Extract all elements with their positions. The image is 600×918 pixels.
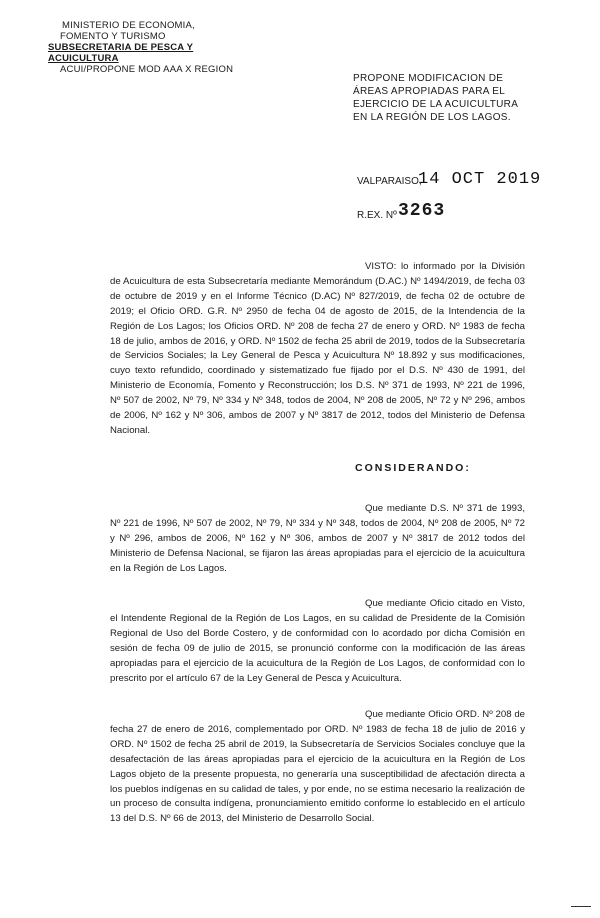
reference-subject: PROPONE MODIFICACION DE ÁREAS APROPIADAS PARA EL EJERCICIO DE LA ACUICULTURA EN LA REGIÓN DE LOS LAGOS. bbox=[353, 73, 518, 123]
date-stamp: 14 OCT 2019 bbox=[418, 170, 542, 189]
rex-label: R.EX. Nº bbox=[357, 210, 397, 221]
rex-number: 3263 bbox=[398, 201, 446, 221]
place-label: VALPARAISO, bbox=[357, 176, 422, 187]
ministry-name-line2: FOMENTO Y TURISMO bbox=[60, 31, 166, 42]
considerando-3-text: Que mediante Oficio ORD. Nº 208 de fecha 27 de enero de 2016, complementado por ORD. Nº 1983 de fecha 18 de julio de 2016 y ORD. Nº 1502 de fecha 25 abril de 2019, la Subsecretaría de Servicios Sociales concluye que la desafectación de las áreas apropiadas para el ejercicio de la acuicultura en la Región de Los Lagos objeto de la presente propuesta, no generaría una susceptibilidad de afectación directa a los pueblos indígenas en su calidad de tales, y por ende, no se estima necesario la realización de un proceso de consulta indígena, pronunciamiento emitido conforme lo establecido en el artículo 13 del D.S. Nº 66 de 2013, del Ministerio de Desarrollo Social. bbox=[110, 709, 525, 825]
considerando-2-text: Que mediante Oficio citado en Visto, el Intendente Regional de la Región de Los Lagos, en su calidad de Presidente de la Comisión Regional de Uso del Borde Costero, y de conformidad con lo acordado por dicha Comisión en sesión de fecha 09 de julio de 2015, se pronunció conforme con la modificación de las áreas apropiadas para el ejercicio de la acuicultura de la Región de Los Lagos, de conformidad con lo prescrito por el artículo 67 de la Ley General de Pesca y Acuicultura. bbox=[110, 598, 525, 684]
visto-paragraph bbox=[110, 260, 525, 439]
letterhead bbox=[40, 20, 255, 75]
visto-text: VISTO: lo informado por la División de Acuicultura de esta Subsecretaría mediante Memorándum (D.AC.) Nº 1494/2019, de fecha 03 de octubre de 2019 y en el Informe Técnico (D.AC) Nº 827/2019, de fecha 02 de octubre de 2019; el Oficio ORD. G.R. Nº 2950 de fecha 04 de agosto de 2015, de la Intendencia de la Región de Los Lagos; los Oficios ORD. Nº 208 de fecha 27 de enero y ORD. Nº 1983 de fecha 18 de julio, ambos de 2016, y ORD. Nº 1502 de fecha 25 abril de 2019, todos de la Subsecretaría de Servicios Sociales; la Ley General de Pesca y Acuicultura Nº 18.892 y sus modificaciones, cuyo texto refundido, coordinado y sistematizado fue fijado por el D.S. Nº 430 de 1991, del Ministerio de Economía, Fomento y Reconstrucción; los D.S. Nº 371 de 1993, Nº 221 de 1996, Nº 507 de 2002, Nº 79, Nº 334 y Nº 348, todos de 2004, Nº 208 de 2005, Nº 72 y Nº 296, ambos de 2006, Nº 162 y Nº 306, ambos de 2007 y Nº 3817 de 2012, todos del Ministerio de Defensa Nacional. bbox=[110, 261, 525, 436]
considerando-1-text: Que mediante D.S. Nº 371 de 1993, Nº 221 de 1996, Nº 507 de 2002, Nº 79, Nº 334 y Nº 348, todos de 2004, Nº 208 de 2005, Nº 72 y Nº 296, ambos de 2006, Nº 162 y Nº 306, ambos de 2007 y Nº 3817 de 2012 todos del Ministerio de Defensa Nacional, se fijaron las áreas apropiadas para el ejercicio de la acuicultura en la Región de Los Lagos. bbox=[110, 503, 525, 574]
considerando-heading: CONSIDERANDO: bbox=[355, 462, 471, 474]
page-footer-rule bbox=[571, 906, 591, 907]
considerando-2-paragraph bbox=[110, 597, 525, 686]
considerando-3-paragraph bbox=[110, 708, 525, 827]
ministry-name: MINISTERIO DE ECONOMIA, bbox=[62, 20, 195, 31]
document-code: ACUI/PROPONE MOD AAA X REGION bbox=[60, 64, 234, 75]
considerando-1-paragraph bbox=[110, 502, 525, 577]
subsecretaria-name: SUBSECRETARIA DE PESCA Y ACUICULTURA bbox=[48, 42, 194, 64]
